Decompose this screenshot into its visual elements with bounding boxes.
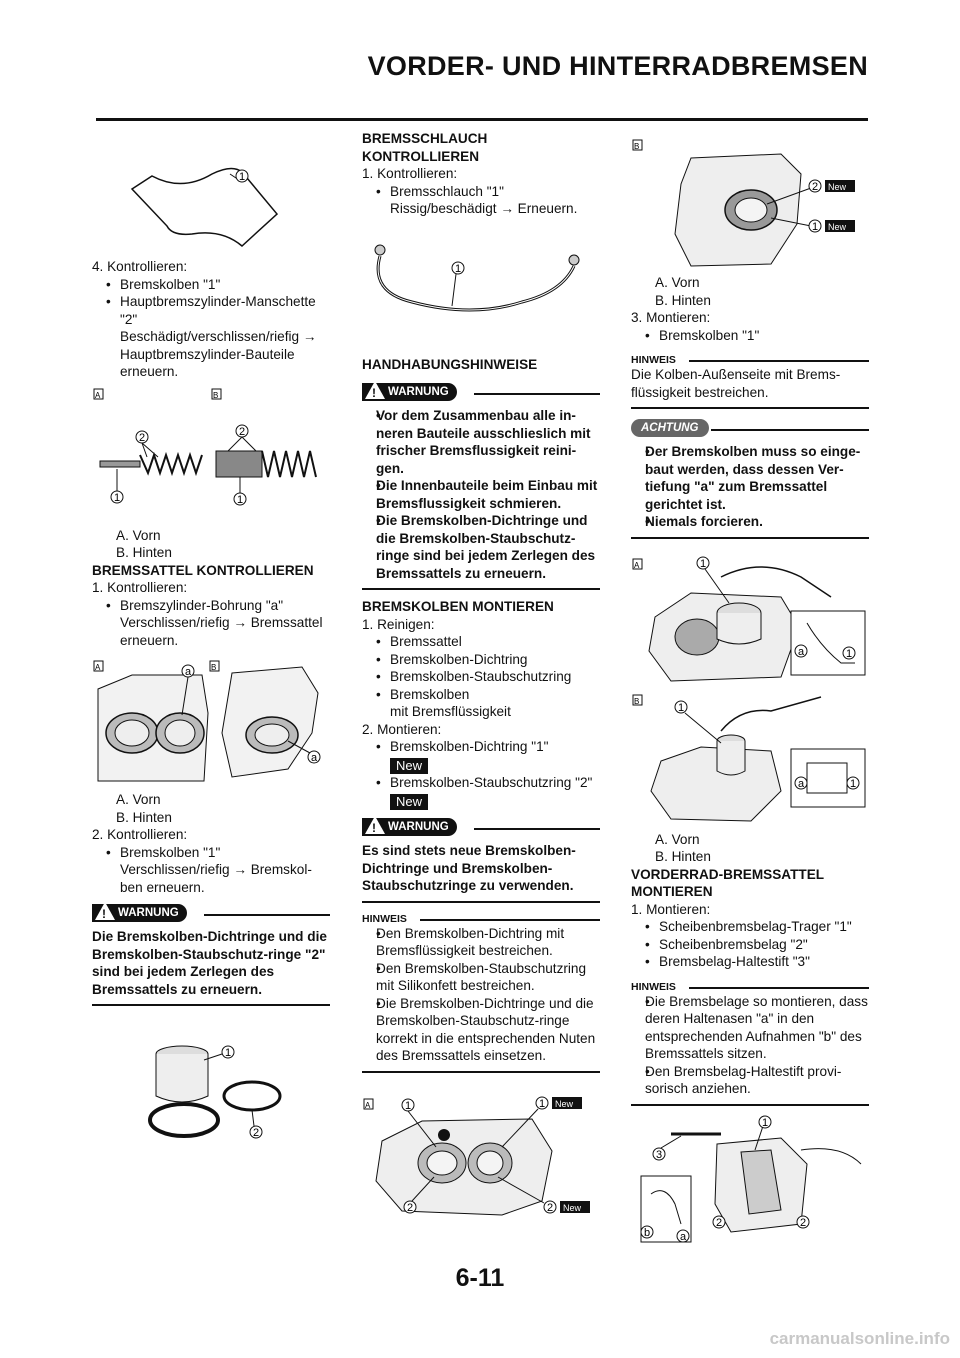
page-header [96,0,868,124]
section-heading: BREMSKOLBEN MONTIEREN [362,599,554,614]
note-label: HINWEIS [631,354,676,366]
new-badge: New [555,1098,574,1109]
step-3: 3. Montieren: [631,310,711,325]
callout-a: a [311,752,318,764]
text-line: ben erneuern. [120,879,205,895]
warning-bullet: • Die Innenbauteile beim Einbau mit Bremsflussigkeit schmieren. [362,477,600,512]
section-heading: BREMSSATTEL KONTROLLIEREN [92,562,314,578]
legend-a: A. Vorn [116,527,161,543]
label-a: A [95,663,101,672]
figure-brake-hose [362,222,600,352]
warning-badge: WARNUNG [362,383,457,401]
new-badge: New [828,222,847,232]
section-heading: KONTROLLIEREN [362,148,480,164]
callout-1: 1 [678,701,685,714]
callout-1: 1 [700,557,707,570]
bullet: • Bremskolben "1" [92,844,330,862]
callout-2: 2 [407,1201,414,1214]
text-line: Verschlissen/riefig → Bremskol- [120,862,312,877]
callout-a: a [185,666,192,678]
bullet: • Bremskolben "1" [631,327,869,345]
note-bullet: • Den Bremskolben-Staubschutzring mit Silikonfett bestreichen. [362,960,600,995]
note-box [362,911,600,1073]
text-line: Verschlissen/riefig → Bremssattel [120,615,323,630]
step-2: 2. Kontrollieren: [92,827,188,842]
legend-b: B. Hinten [655,292,711,308]
watermark: carmanualsonline.info [769,1329,950,1348]
figure-piston-rings [92,1014,330,1144]
step-2: 2. Montieren: [362,721,442,737]
legend-b: B. Hinten [116,809,172,825]
note-bullet: • Die Bremskolben-Dichtringe und die Bremskolben-Staubschutz-ringe korrekt in die entsprechenden Nuten des Bremssattels einsetzen. [362,995,600,1065]
section-heading: MONTIEREN [631,884,713,899]
figure-pad-install [631,1114,869,1246]
warning-badge: WARNUNG [92,904,187,922]
section-heading: VORDERRAD-BREMSSATTEL [631,866,825,882]
legend-a: A. Vorn [655,275,700,290]
text-line: erneuern. [120,364,179,379]
callout-1: 1 [225,1047,232,1059]
bullet: • Bremskolben-Dichtring [362,651,600,669]
callout-2: 2 [239,425,246,438]
figure-seal-install [362,1081,600,1221]
column-1 [92,130,330,1148]
bullet: • Scheibenbremsbelag-Trager "1" [631,918,869,936]
caution-bullet: • Der Bremskolben muss so einge-baut werden, dass dessen Ver-tiefung "a" zum Bremssattel gerichtet ist. [631,443,869,513]
bullet: • Bremskolben-Dichtring "1" [362,738,600,756]
text-line: "2" [120,311,138,327]
bullet: • Bremskolben-Staubschutzring [362,668,600,686]
figure-piston-install-rear [631,691,869,827]
label-b: B [211,663,217,672]
callout-1: 1 [114,491,121,504]
note-label: HINWEIS [631,980,676,993]
warning-text: Es sind stets neue Bremskolben-Dichtringe und Bremskolben-Staubschutzringe zu verwenden. [362,843,576,893]
step-1: 1. Reinigen: [362,616,435,632]
new-badge: New [390,794,428,810]
note-label: HINWEIS [362,912,407,925]
figure-caliper-bore [92,653,330,787]
bullet: • Bremskolben-Staubschutzring "2" [362,774,600,792]
callout-3: 3 [656,1148,663,1161]
warning-box [362,816,600,903]
note-box [631,979,869,1106]
legend-b: B. Hinten [655,849,711,864]
step-4: 4. Kontrollieren: [92,259,188,274]
warning-box [92,902,330,1006]
bullet: • Bremskolben [362,686,600,704]
label-b: B [213,390,219,400]
note-bullet: • Die Bremsbelage so montieren, dass deren Haltenasen "a" in den entsprechenden Aufnahmen "b" des Bremssattels sitzen. [631,993,869,1063]
text-line: erneuern. [120,632,179,648]
callout-a: a [798,645,805,658]
text-line: Hauptbremszylinder-Bauteile [120,346,295,362]
label-a: A [634,560,640,570]
bullet-piston: • Bremskolben "1" [92,276,330,294]
bullet: • Bremszylinder-Bohrung "a" [92,597,330,615]
warning-bullet: • Vor dem Zusammenbau alle in-neren Bauteile ausschlieslich mit frischer Bremsflussigkeit reini-gen. [362,407,600,477]
section-heading: HANDHABUNGSHINWEISE [362,356,538,372]
callout-1: 1 [455,262,462,275]
new-badge: New [828,182,847,192]
callout-1: 1 [762,1116,769,1129]
step-1: 1. Kontrollieren: [92,580,188,595]
header-rule [96,118,868,121]
note-box [631,352,869,409]
new-badge: New [563,1202,582,1213]
note-text: Die Kolben-Außenseite mit Brems-flüssigkeit bestreichen. [631,367,841,400]
text-line: Rissig/beschädigt → Erneuern. [390,201,578,216]
callout-1: 1 [405,1099,412,1112]
figure-master-cylinder-parts [92,385,330,523]
callout-a: a [798,777,805,790]
callout-a: a [680,1230,687,1243]
warning-box [362,381,600,590]
label-a: A [365,1100,371,1110]
callout-1: 1 [846,647,853,660]
legend-a: A. Vorn [116,792,161,807]
section-heading: BREMSSCHLAUCH [362,131,488,146]
callout-2: 2 [716,1216,723,1229]
warning-icon [365,816,385,834]
step-1: 1. Kontrollieren: [362,166,458,181]
warning-bullet: • Die Bremskolben-Dichtringe und die Bremskolben-Staubschutz-ringe sind bei jedem Zerlegen des Bremssattels zu erneuern. [362,512,600,582]
callout-1: 1 [850,777,857,790]
note-bullet: • Den Bremsbelag-Haltestift provi-sorisch anziehen. [631,1063,869,1098]
legend-b: B. Hinten [116,545,172,560]
column-2 [362,130,600,1225]
label-a: A [95,390,101,400]
bullet: • Bremsschlauch "1" [362,183,600,201]
callout-2: 2 [812,181,819,193]
text-line: mit Bremsflüssigkeit [390,704,511,719]
page-title: VORDER- UND HINTERRADBREMSEN [367,51,868,81]
callout-2: 2 [800,1216,807,1229]
caution-badge: ACHTUNG [631,419,709,437]
label-b: B [634,696,640,706]
bullet-cup: • Hauptbremszylinder-Manschette [92,293,330,311]
warning-badge: WARNUNG [362,818,457,836]
note-bullet: • Den Bremskolben-Dichtring mit Bremsflüssigkeit bestreichen. [362,925,600,960]
callout-1: 1 [539,1097,546,1110]
figure-piston-install-front [631,547,869,687]
callout-1: 1 [237,493,244,506]
figure-rear-caliper-seals [631,134,869,270]
legend-a: A. Vorn [655,831,700,847]
text-line: Beschädigt/verschlissen/riefig → [120,329,317,344]
callout-b: b [644,1226,651,1239]
column-3 [631,130,869,1250]
caution-bullet: • Niemals forcieren. [631,513,869,531]
callout-1: 1 [239,171,246,183]
label-b: B [634,142,640,151]
callout-1: 1 [812,221,819,233]
page-number: 6-11 [455,1264,505,1292]
figure-spacer-tool [92,134,330,254]
callout-2: 2 [253,1127,260,1139]
warning-text: Die Bremskolben-Dichtringe und die Bremskolben-Staubschutz-ringe "2" sind bei jedem Zerlegen des Bremssattels zu erneuern. [92,929,327,997]
new-badge: New [390,758,428,774]
bullet: • Bremssattel [362,633,600,651]
caution-box [631,417,869,539]
callout-2: 2 [139,431,146,444]
warning-icon [95,902,115,920]
step-1: 1. Montieren: [631,901,711,917]
warning-icon [365,381,385,399]
bullet: • Scheibenbremsbelag "2" [631,936,869,954]
callout-2: 2 [547,1201,554,1214]
bullet: • Bremsbelag-Haltestift "3" [631,953,869,971]
